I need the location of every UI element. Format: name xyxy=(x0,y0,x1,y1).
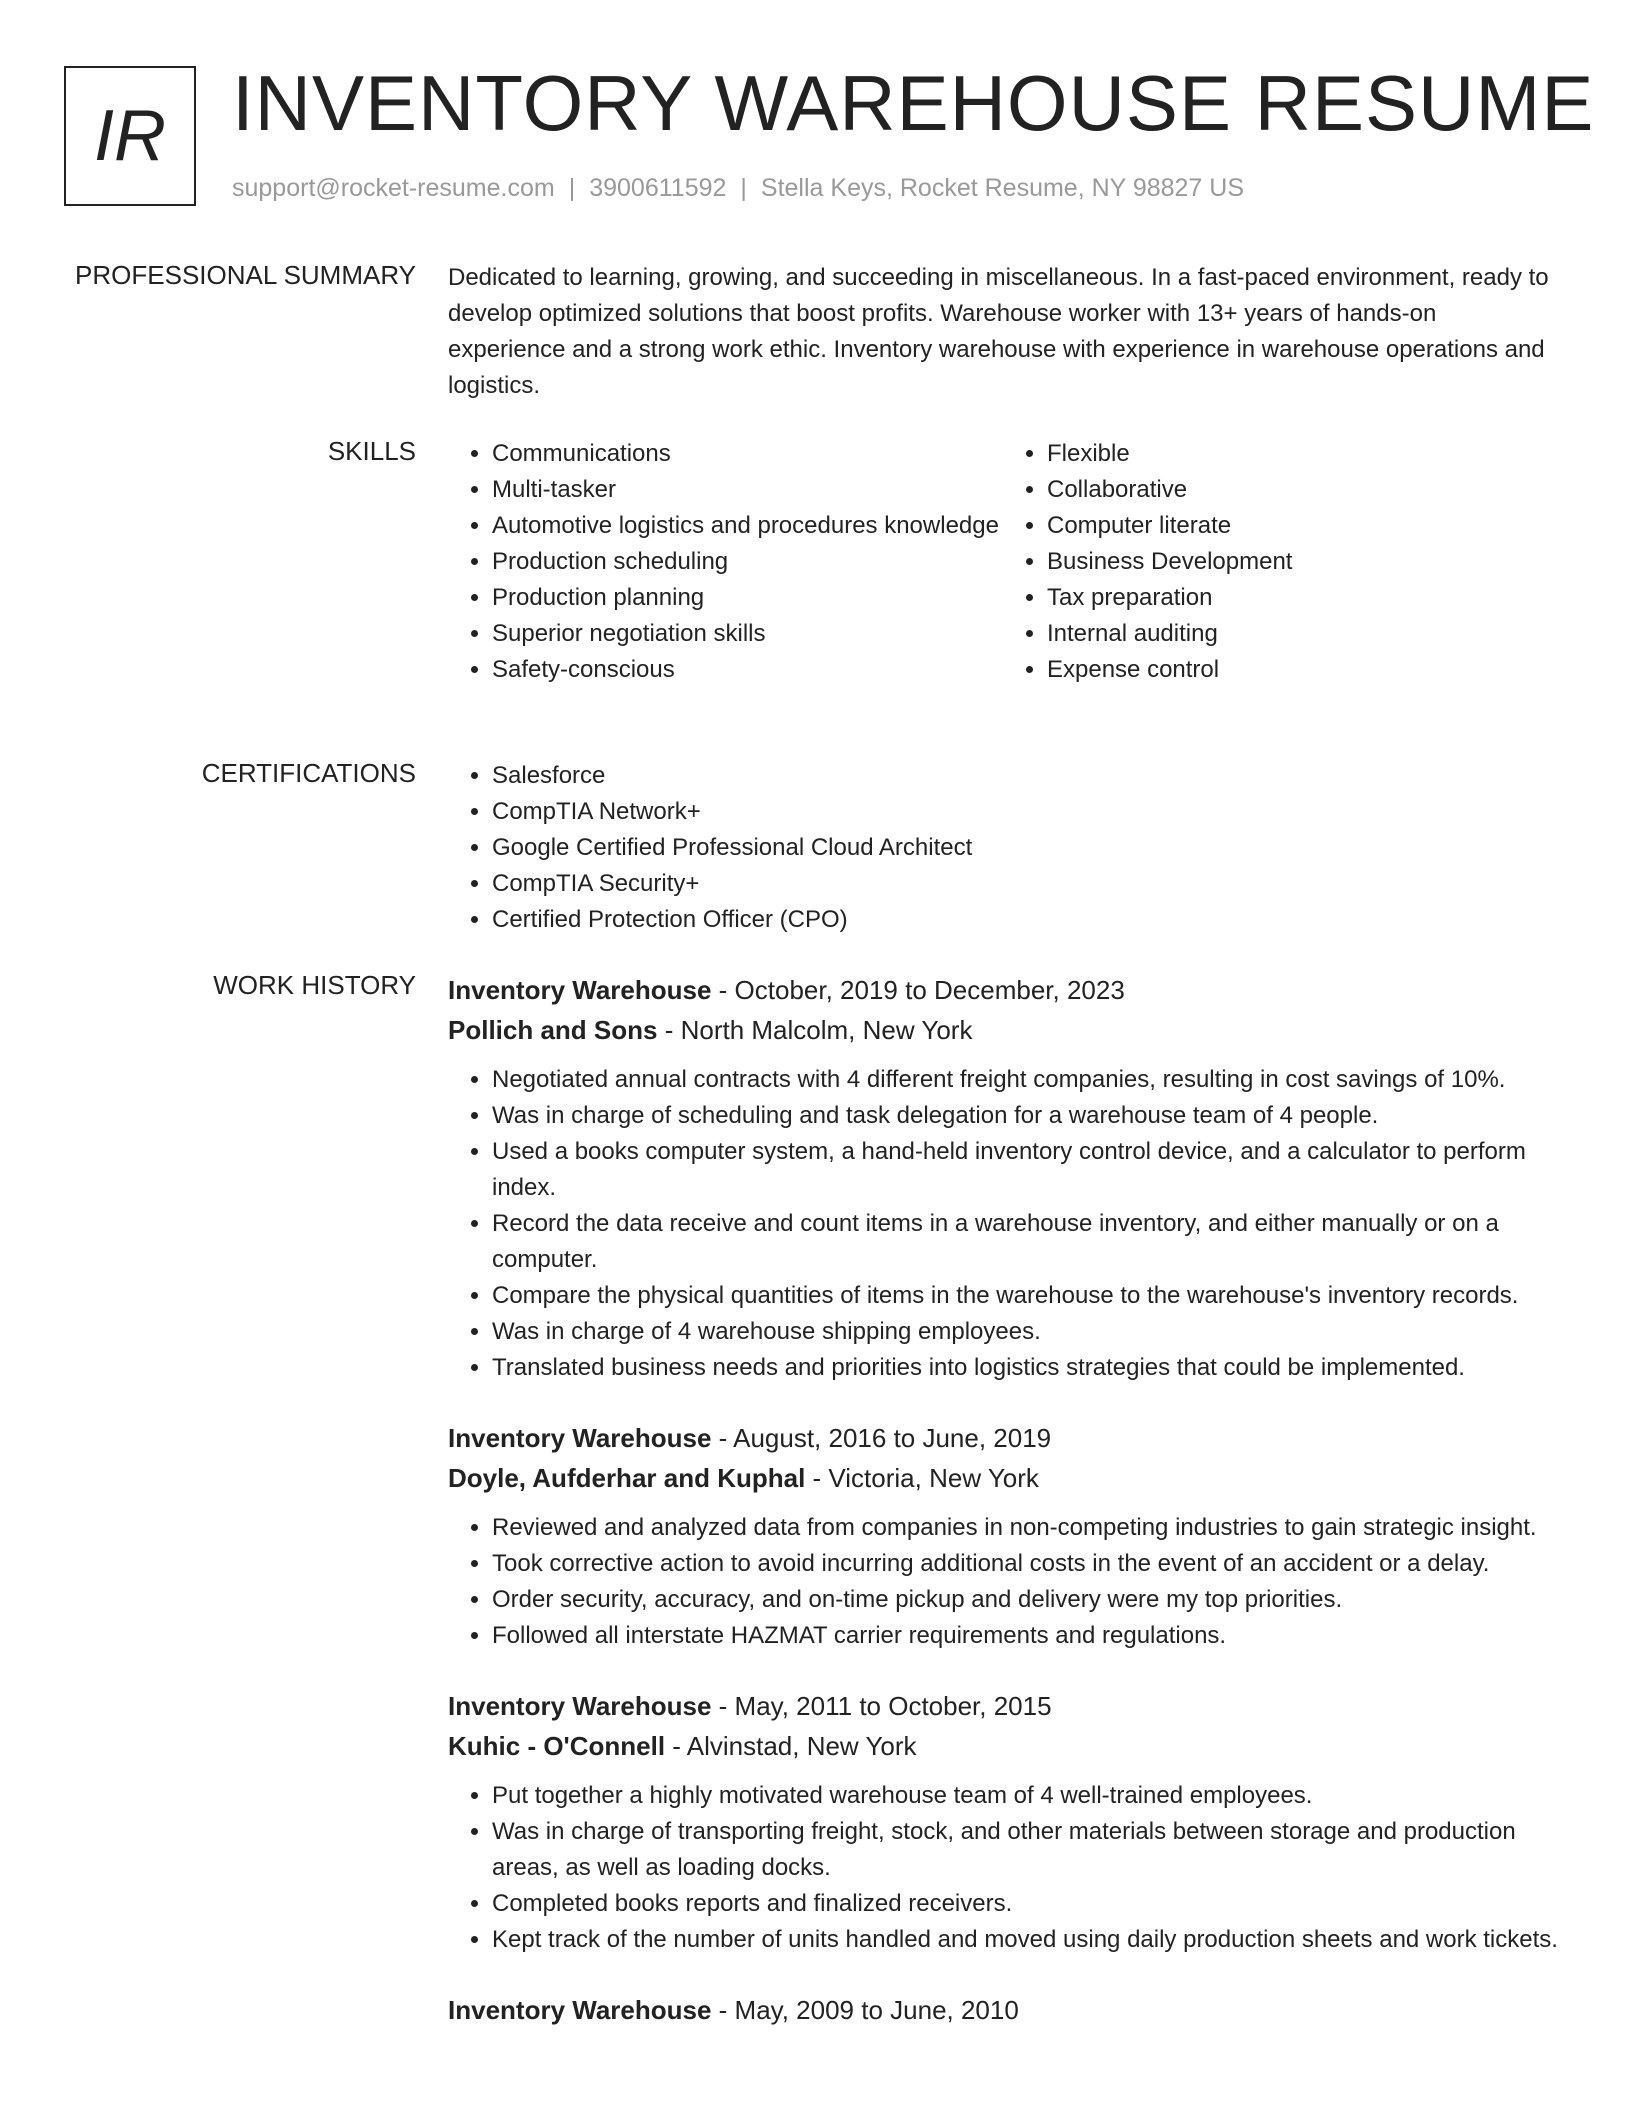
job-duty-item: • Was in charge of 4 warehouse shipping employees. xyxy=(492,1314,1558,1350)
job-duty-item: • Followed all interstate HAZMAT carrier requirements and regulations. xyxy=(492,1618,1558,1654)
skill-item: • Computer literate xyxy=(1047,508,1558,544)
jobs-list xyxy=(448,970,1558,2062)
certification-item: • Salesforce xyxy=(492,758,1558,794)
certification-item: • Certified Protection Officer (CPO) xyxy=(492,902,1558,938)
skill-item: • Tax preparation xyxy=(1047,580,1558,616)
job-duty-item: • Completed books reports and finalized receivers. xyxy=(492,1886,1558,1922)
job-company: Pollich and Sons xyxy=(448,1015,658,1045)
summary-text: Dedicated to learning, growing, and succeeding in miscellaneous. In a fast-paced environment, ready to develop optimized solutions that boost profits. Warehouse worker with 13+ years of hands-on experience and a strong work ethic. Inventory warehouse with experience in warehouse operations and logistics. xyxy=(448,264,1549,399)
contact-address: Stella Keys, Rocket Resume, NY 98827 US xyxy=(760,174,1245,202)
job-duty-item: • Kept track of the number of units handled and moved using daily production sheets and work tickets. xyxy=(492,1922,1558,1958)
skill-item: • Production scheduling xyxy=(492,544,1003,580)
job-entry xyxy=(448,1990,1558,2030)
job-dates: - August, 2016 to June, 2019 xyxy=(711,1423,1052,1453)
job-dates: - May, 2011 to October, 2015 xyxy=(711,1691,1052,1721)
job-title-line xyxy=(448,1990,1558,2030)
contact-line xyxy=(232,174,1244,203)
job-duty-item: • Put together a highly motivated warehouse team of 4 well-trained employees. xyxy=(492,1778,1558,1814)
job-company-line xyxy=(448,1010,1558,1050)
job-title-line xyxy=(448,970,1558,1010)
job-title: Inventory Warehouse xyxy=(448,1691,712,1721)
certification-item: • CompTIA Network+ xyxy=(492,794,1558,830)
job-company: Kuhic - O'Connell xyxy=(448,1731,666,1761)
job-company-line xyxy=(448,1726,1558,1766)
certifications-list xyxy=(448,758,1558,938)
certification-item: • Google Certified Professional Cloud Architect xyxy=(492,830,1558,866)
job-duty-item: • Compare the physical quantities of items in the warehouse to the warehouse's inventory records. xyxy=(492,1278,1558,1314)
skills-label: SKILLS xyxy=(327,436,416,466)
skill-item: • Internal auditing xyxy=(1047,616,1558,652)
page-title: INVENTORY WAREHOUSE RESUME xyxy=(232,59,1595,147)
job-title-line xyxy=(448,1418,1558,1458)
job-duty-item: • Order security, accuracy, and on-time pickup and delivery were my top priorities. xyxy=(492,1582,1558,1618)
skill-item: • Communications xyxy=(492,436,1003,472)
contact-email[interactable]: support@rocket-resume.com xyxy=(232,174,555,202)
job-duty-item: • Record the data receive and count items in a warehouse inventory, and either manually or on a computer. xyxy=(492,1206,1558,1278)
skill-item: • Flexible xyxy=(1047,436,1558,472)
certifications-label: CERTIFICATIONS xyxy=(201,758,416,788)
job-duty-item: • Reviewed and analyzed data from companies in non-competing industries to gain strategic insight. xyxy=(492,1510,1558,1546)
skill-item: • Superior negotiation skills xyxy=(492,616,1003,652)
skill-item: • Automotive logistics and procedures knowledge xyxy=(492,508,1003,544)
job-dates: - October, 2019 to December, 2023 xyxy=(711,975,1125,1005)
job-entry xyxy=(448,970,1558,1386)
job-location: - North Malcolm, New York xyxy=(657,1015,973,1045)
job-title: Inventory Warehouse xyxy=(448,975,712,1005)
contact-separator: | xyxy=(568,174,576,202)
skill-item: • Safety-conscious xyxy=(492,652,1003,688)
monogram: IR xyxy=(64,66,196,206)
job-company-line xyxy=(448,1458,1558,1498)
certification-item: • CompTIA Security+ xyxy=(492,866,1558,902)
work-history-label: WORK HISTORY xyxy=(213,970,416,1000)
job-duties-list xyxy=(448,1778,1558,1958)
job-company: Doyle, Aufderhar and Kuphal xyxy=(448,1463,806,1493)
contact-separator: | xyxy=(740,174,747,202)
skill-item: • Collaborative xyxy=(1047,472,1558,508)
skill-item: • Production planning xyxy=(492,580,1003,616)
contact-phone[interactable]: 3900611592 xyxy=(589,174,727,202)
job-duty-item: • Used a books computer system, a hand-held inventory control device, and a calculator to perform index. xyxy=(492,1134,1558,1206)
job-entry xyxy=(448,1418,1558,1654)
skills-list-right xyxy=(1003,436,1558,688)
job-duties-list xyxy=(448,1062,1558,1386)
job-title: Inventory Warehouse xyxy=(448,1995,712,2025)
job-entry xyxy=(448,1686,1558,1958)
job-duty-item: • Took corrective action to avoid incurring additional costs in the event of an accident or a delay. xyxy=(492,1546,1558,1582)
job-duty-item: • Was in charge of scheduling and task delegation for a warehouse team of 4 people. xyxy=(492,1098,1558,1134)
skills-list-left xyxy=(448,436,1003,688)
job-duty-item: • Translated business needs and priorities into logistics strategies that could be implemented. xyxy=(492,1350,1558,1386)
job-duty-item: • Negotiated annual contracts with 4 different freight companies, resulting in cost savings of 10%. xyxy=(492,1062,1558,1098)
skill-item: • Expense control xyxy=(1047,652,1558,688)
job-location: - Alvinstad, New York xyxy=(665,1731,917,1761)
job-duties-list xyxy=(448,1510,1558,1654)
job-location: - Victoria, New York xyxy=(805,1463,1039,1493)
job-title-line xyxy=(448,1686,1558,1726)
summary-label: PROFESSIONAL SUMMARY xyxy=(75,260,416,290)
skill-item: • Business Development xyxy=(1047,544,1558,580)
job-dates: - May, 2009 to June, 2010 xyxy=(711,1995,1019,2025)
job-duty-item: • Was in charge of transporting freight, stock, and other materials between storage and production areas, as well as loading docks. xyxy=(492,1814,1558,1886)
skill-item: • Multi-tasker xyxy=(492,472,1003,508)
job-title: Inventory Warehouse xyxy=(448,1423,712,1453)
